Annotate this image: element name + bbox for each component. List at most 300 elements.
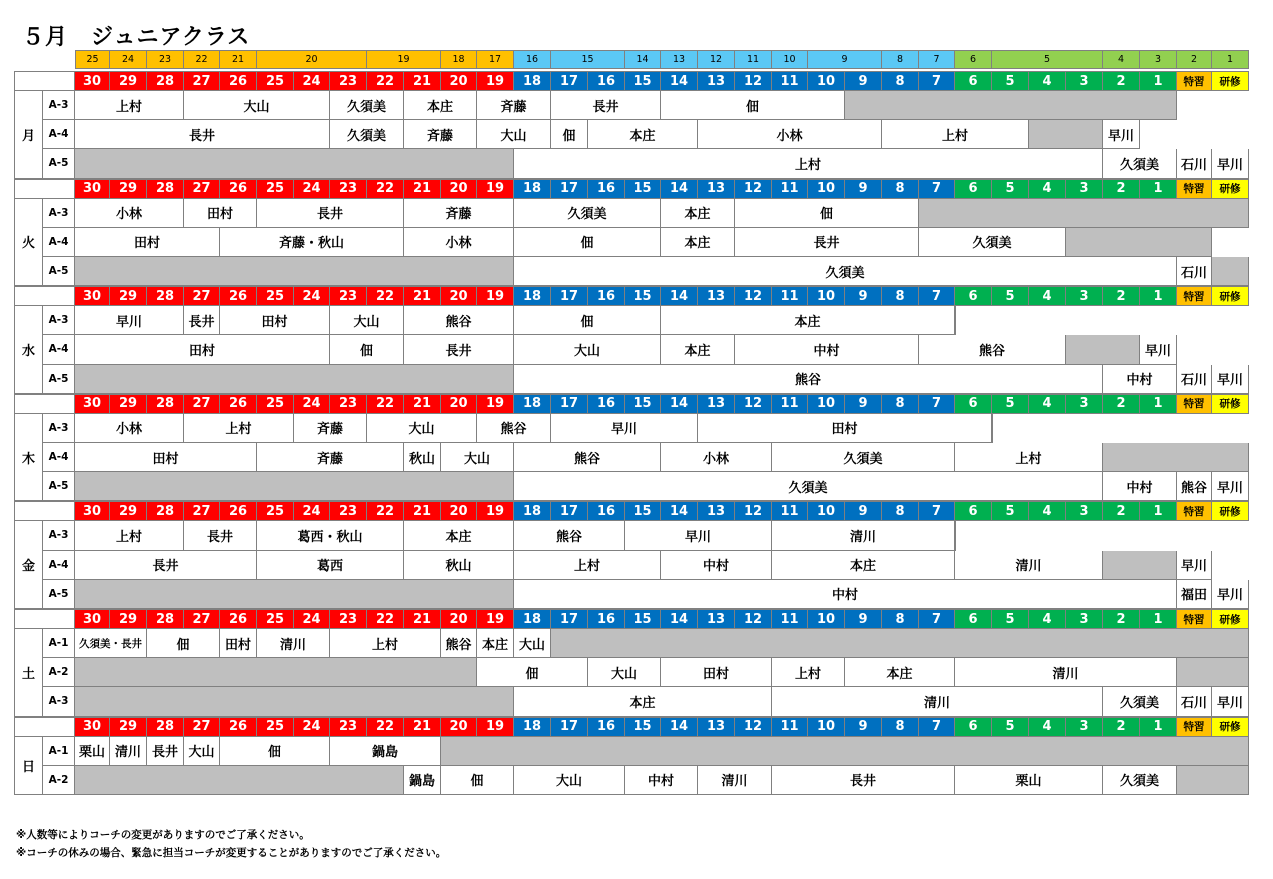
lane-number-cell: 23	[330, 394, 367, 414]
coach-slot: 福田	[1177, 580, 1212, 609]
coach-slot: 小林	[698, 120, 882, 149]
note-line: ※コーチの休みの場合、緊急に担当コーチが変更することがありますのでご了承ください。	[16, 847, 447, 859]
unavailable-slot	[845, 91, 1177, 120]
lane-number-cell: 25	[257, 501, 294, 521]
coach-slot: 大山	[514, 766, 625, 795]
lane-number-cell: 12	[735, 394, 772, 414]
lane-number-cell: 23	[330, 501, 367, 521]
coach-slot: 早川	[1140, 335, 1177, 364]
lane-number-cell: 20	[441, 71, 477, 91]
lane-label: A-4	[43, 551, 75, 580]
header-spacer	[14, 71, 75, 91]
coach-slot: 熊谷	[919, 335, 1066, 364]
unavailable-slot	[1103, 551, 1177, 580]
lane-number-cell: 2	[1103, 717, 1140, 737]
coach-slot: 早川	[1212, 472, 1249, 501]
unavailable-slot	[75, 687, 514, 716]
coach-slot: 大山	[588, 658, 661, 687]
lane-number-cell: 2	[1103, 71, 1140, 91]
lane-number-cell: 25	[257, 286, 294, 306]
lane-number-cell: 16	[588, 717, 625, 737]
lane-number-cell: 21	[404, 71, 441, 91]
week-header-cell: 14	[625, 50, 661, 69]
coach-slot: 早川	[1103, 120, 1140, 149]
coach-slot: 佃	[514, 228, 661, 257]
lane-number-cell: 14	[661, 179, 698, 199]
coach-slot: 秋山	[404, 443, 441, 472]
coach-slot: 上村	[772, 658, 845, 687]
lane-number-cell: 24	[294, 717, 330, 737]
lane-number-cell: 21	[404, 394, 441, 414]
coach-slot: 鍋島	[330, 737, 441, 766]
lane-number-cell: 27	[184, 501, 220, 521]
lane-number-cell: 19	[477, 501, 514, 521]
lane-number-cell: 17	[551, 501, 588, 521]
week-header-cell: 20	[257, 50, 367, 69]
coach-slot: 本庄	[514, 687, 772, 716]
coach-slot: 斉藤	[404, 120, 477, 149]
coach-slot: 中村	[625, 766, 698, 795]
week-header-cell: 10	[772, 50, 808, 69]
lane-number-cell: 13	[698, 71, 735, 91]
lane-number-cell: 28	[147, 717, 184, 737]
lane-number-cell: 15	[625, 609, 661, 629]
lane-number-cell: 4	[1029, 394, 1066, 414]
lane-number-cell: 26	[220, 501, 257, 521]
lane-number-cell: 4	[1029, 286, 1066, 306]
lane-number-cell: 16	[588, 394, 625, 414]
lane-number-cell: 15	[625, 717, 661, 737]
coach-slot: 田村	[220, 629, 257, 658]
unavailable-slot	[1066, 228, 1212, 257]
lane-number-cell: 7	[919, 71, 955, 91]
lane-number-cell: 8	[882, 71, 919, 91]
coach-slot: 石川	[1177, 149, 1212, 178]
week-header-cell: 5	[992, 50, 1103, 69]
coach-slot: 長井	[75, 551, 257, 580]
training-header: 研修	[1212, 179, 1249, 199]
lane-number-cell: 8	[882, 179, 919, 199]
lane-number-cell: 19	[477, 71, 514, 91]
coach-slot: 上村	[514, 149, 1103, 178]
coach-slot: 本庄	[404, 521, 514, 550]
header-spacer	[14, 179, 75, 199]
lane-number-cell: 22	[367, 286, 404, 306]
lane-number-cell: 23	[330, 71, 367, 91]
coach-slot: 長井	[404, 335, 514, 364]
lane-number-cell: 27	[184, 179, 220, 199]
coach-slot: 清川	[772, 521, 955, 550]
lane-number-cell: 17	[551, 609, 588, 629]
coach-slot: 長井	[772, 766, 955, 795]
coach-slot: 上村	[330, 629, 441, 658]
coach-slot: 上村	[75, 521, 184, 550]
header-spacer	[14, 717, 75, 737]
coach-slot: 本庄	[588, 120, 698, 149]
day-label: 水	[14, 306, 43, 394]
lane-number-cell: 14	[661, 71, 698, 91]
coach-slot: 熊谷	[477, 414, 551, 443]
lane-label: A-5	[43, 149, 75, 178]
training-header: 研修	[1212, 71, 1249, 91]
lane-number-cell: 25	[257, 717, 294, 737]
lane-label: A-4	[43, 228, 75, 257]
lane-number-cell: 28	[147, 71, 184, 91]
coach-slot: 熊谷	[404, 306, 514, 335]
week-header-cell: 4	[1103, 50, 1140, 69]
lane-number-cell: 15	[625, 286, 661, 306]
coach-slot: 佃	[514, 306, 661, 335]
coach-slot: 石川	[1177, 365, 1212, 394]
coach-slot: 長井	[147, 737, 184, 766]
unavailable-slot	[1177, 766, 1249, 795]
coach-slot: 大山	[441, 443, 514, 472]
lane-number-cell: 6	[955, 717, 992, 737]
lane-number-cell: 8	[882, 717, 919, 737]
week-header-cell: 2	[1177, 50, 1212, 69]
lane-number-cell: 30	[75, 609, 110, 629]
lane-label: A-5	[43, 472, 75, 501]
lane-number-cell: 1	[1140, 179, 1177, 199]
coach-slot: 久須美	[1103, 766, 1177, 795]
coach-slot: 田村	[661, 658, 772, 687]
lane-number-cell: 12	[735, 609, 772, 629]
week-header-cell: 16	[514, 50, 551, 69]
coach-slot: 石川	[1177, 257, 1212, 286]
unavailable-slot	[1212, 257, 1249, 286]
lane-number-cell: 3	[1066, 609, 1103, 629]
lane-label: A-3	[43, 414, 75, 443]
week-header-cell: 22	[184, 50, 220, 69]
week-header-cell: 23	[147, 50, 184, 69]
coach-slot: 佃	[441, 766, 514, 795]
lane-number-cell: 12	[735, 501, 772, 521]
lane-number-cell: 18	[514, 179, 551, 199]
lane-number-cell: 9	[845, 71, 882, 91]
week-header-cell: 8	[882, 50, 919, 69]
unavailable-slot	[75, 766, 404, 795]
lane-number-cell: 15	[625, 501, 661, 521]
lane-number-cell: 11	[772, 394, 808, 414]
lane-label: A-4	[43, 335, 75, 364]
coach-slot: 栗山	[955, 766, 1103, 795]
lane-number-cell: 9	[845, 394, 882, 414]
coach-slot: 大山	[184, 91, 330, 120]
coach-slot: 大山	[514, 629, 551, 658]
lane-number-cell: 21	[404, 501, 441, 521]
coach-slot: 早川	[551, 414, 698, 443]
lane-number-cell: 10	[808, 286, 845, 306]
lane-number-cell: 30	[75, 394, 110, 414]
lane-number-cell: 16	[588, 501, 625, 521]
lane-number-cell: 5	[992, 394, 1029, 414]
coach-slot: 田村	[75, 335, 330, 364]
lane-label: A-3	[43, 91, 75, 120]
lane-number-cell: 30	[75, 71, 110, 91]
coach-slot: 斉藤	[294, 414, 367, 443]
lane-number-cell: 29	[110, 717, 147, 737]
lane-number-cell: 18	[514, 394, 551, 414]
lane-number-cell: 16	[588, 609, 625, 629]
lane-number-cell: 24	[294, 286, 330, 306]
week-header-cell: 21	[220, 50, 257, 69]
lane-label: A-2	[43, 766, 75, 795]
lane-number-cell: 4	[1029, 717, 1066, 737]
coach-slot: 熊谷	[514, 443, 661, 472]
lane-number-cell: 18	[514, 717, 551, 737]
lane-number-cell: 4	[1029, 71, 1066, 91]
coach-slot: 早川	[1212, 365, 1249, 394]
coach-slot: 栗山	[75, 737, 110, 766]
lane-number-cell: 6	[955, 394, 992, 414]
lane-number-cell: 29	[110, 71, 147, 91]
lane-number-cell: 13	[698, 286, 735, 306]
lane-number-cell: 16	[588, 179, 625, 199]
lane-number-cell: 25	[257, 609, 294, 629]
lane-number-cell: 29	[110, 179, 147, 199]
lane-number-cell: 22	[367, 394, 404, 414]
lane-number-cell: 21	[404, 717, 441, 737]
lane-number-cell: 3	[1066, 71, 1103, 91]
lane-number-cell: 12	[735, 179, 772, 199]
lane-number-cell: 6	[955, 501, 992, 521]
lane-number-cell: 14	[661, 501, 698, 521]
coach-slot: 中村	[514, 580, 1177, 609]
lane-number-cell: 26	[220, 717, 257, 737]
lane-number-cell: 17	[551, 286, 588, 306]
lane-number-cell: 13	[698, 501, 735, 521]
coach-slot: 小林	[404, 228, 514, 257]
coach-slot: 長井	[735, 228, 919, 257]
lane-number-cell: 27	[184, 609, 220, 629]
coach-slot: 大山	[367, 414, 477, 443]
special-practice-header: 特習	[1177, 286, 1212, 306]
week-header-cell: 18	[441, 50, 477, 69]
lane-number-cell: 9	[845, 717, 882, 737]
coach-slot: 早川	[1212, 580, 1249, 609]
lane-number-cell: 12	[735, 71, 772, 91]
lane-number-cell: 5	[992, 717, 1029, 737]
coach-slot: 長井	[75, 120, 330, 149]
training-header: 研修	[1212, 717, 1249, 737]
coach-slot: 鍋島	[404, 766, 441, 795]
lane-number-cell: 3	[1066, 179, 1103, 199]
coach-slot: 熊谷	[514, 365, 1103, 394]
lane-number-cell: 9	[845, 609, 882, 629]
day-label: 火	[14, 199, 43, 287]
lane-number-cell: 8	[882, 501, 919, 521]
coach-slot: 田村	[75, 443, 257, 472]
lane-number-cell: 30	[75, 286, 110, 306]
coach-slot: 石川	[1177, 687, 1212, 716]
coach-slot: 田村	[75, 228, 220, 257]
lane-number-cell: 1	[1140, 71, 1177, 91]
lane-number-cell: 8	[882, 609, 919, 629]
lane-label: A-5	[43, 365, 75, 394]
lane-number-cell: 2	[1103, 179, 1140, 199]
lane-number-cell: 11	[772, 501, 808, 521]
lane-number-cell: 7	[919, 394, 955, 414]
lane-number-cell: 29	[110, 501, 147, 521]
unavailable-slot	[75, 257, 514, 286]
lane-number-cell: 14	[661, 394, 698, 414]
lane-number-cell: 24	[294, 71, 330, 91]
coach-slot: 中村	[735, 335, 919, 364]
unavailable-slot	[75, 658, 477, 687]
lane-number-cell: 11	[772, 609, 808, 629]
lane-number-cell: 27	[184, 71, 220, 91]
lane-number-cell: 28	[147, 179, 184, 199]
lane-number-cell: 3	[1066, 501, 1103, 521]
coach-slot: 清川	[955, 658, 1177, 687]
lane-number-cell: 4	[1029, 501, 1066, 521]
lane-number-cell: 28	[147, 609, 184, 629]
lane-number-cell: 3	[1066, 717, 1103, 737]
coach-slot: 大山	[330, 306, 404, 335]
lane-number-cell: 26	[220, 286, 257, 306]
lane-number-cell: 30	[75, 179, 110, 199]
week-header-cell: 25	[75, 50, 110, 69]
coach-slot: 上村	[184, 414, 294, 443]
lane-number-cell: 21	[404, 286, 441, 306]
lane-number-cell: 11	[772, 71, 808, 91]
unavailable-slot	[992, 414, 993, 443]
lane-number-cell: 22	[367, 71, 404, 91]
coach-slot: 小林	[75, 414, 184, 443]
page-title: ５月 ジュニアクラス	[22, 25, 251, 50]
coach-slot: 本庄	[404, 91, 477, 120]
lane-number-cell: 24	[294, 394, 330, 414]
lane-number-cell: 15	[625, 394, 661, 414]
unavailable-slot	[441, 737, 1249, 766]
lane-number-cell: 2	[1103, 394, 1140, 414]
week-header-cell: 13	[661, 50, 698, 69]
coach-slot: 小林	[661, 443, 772, 472]
coach-slot: 佃	[477, 658, 588, 687]
lane-number-cell: 22	[367, 717, 404, 737]
lane-number-cell: 24	[294, 609, 330, 629]
lane-number-cell: 9	[845, 179, 882, 199]
coach-slot: 清川	[955, 551, 1103, 580]
lane-label: A-1	[43, 737, 75, 766]
lane-number-cell: 14	[661, 286, 698, 306]
coach-slot: 久須美	[514, 199, 661, 228]
day-label: 日	[14, 737, 43, 795]
week-header-cell: 1	[1212, 50, 1249, 69]
lane-number-cell: 1	[1140, 286, 1177, 306]
lane-number-cell: 26	[220, 71, 257, 91]
coach-slot: 早川	[75, 306, 184, 335]
coach-slot: 本庄	[477, 629, 514, 658]
coach-slot: 久須美	[514, 472, 1103, 501]
lane-number-cell: 2	[1103, 501, 1140, 521]
lane-number-cell: 5	[992, 286, 1029, 306]
unavailable-slot	[551, 629, 1249, 658]
lane-number-cell: 11	[772, 286, 808, 306]
coach-slot: 早川	[1212, 149, 1249, 178]
lane-number-cell: 13	[698, 179, 735, 199]
coach-slot: 田村	[698, 414, 992, 443]
coach-slot: 清川	[772, 687, 1103, 716]
coach-slot: 葛西	[257, 551, 404, 580]
coach-slot: 早川	[1177, 551, 1212, 580]
lane-number-cell: 10	[808, 71, 845, 91]
lane-number-cell: 29	[110, 609, 147, 629]
lane-number-cell: 27	[184, 286, 220, 306]
coach-slot: 本庄	[661, 228, 735, 257]
coach-slot: 斉藤	[477, 91, 551, 120]
lane-number-cell: 26	[220, 609, 257, 629]
unavailable-slot	[1029, 120, 1103, 149]
lane-label: A-3	[43, 306, 75, 335]
lane-number-cell: 5	[992, 609, 1029, 629]
special-practice-header: 特習	[1177, 717, 1212, 737]
lane-number-cell: 19	[477, 286, 514, 306]
lane-number-cell: 2	[1103, 609, 1140, 629]
coach-slot: 田村	[220, 306, 330, 335]
lane-number-cell: 6	[955, 609, 992, 629]
lane-label: A-4	[43, 443, 75, 472]
lane-number-cell: 3	[1066, 286, 1103, 306]
week-header-cell: 9	[808, 50, 882, 69]
lane-number-cell: 29	[110, 394, 147, 414]
training-header: 研修	[1212, 501, 1249, 521]
lane-number-cell: 13	[698, 394, 735, 414]
special-practice-header: 特習	[1177, 394, 1212, 414]
lane-number-cell: 7	[919, 717, 955, 737]
coach-slot: 小林	[75, 199, 184, 228]
lane-number-cell: 23	[330, 717, 367, 737]
lane-number-cell: 4	[1029, 609, 1066, 629]
lane-number-cell: 10	[808, 609, 845, 629]
lane-number-cell: 5	[992, 501, 1029, 521]
lane-number-cell: 7	[919, 286, 955, 306]
week-header-cell: 7	[919, 50, 955, 69]
lane-number-cell: 22	[367, 179, 404, 199]
lane-number-cell: 9	[845, 501, 882, 521]
lane-number-cell: 13	[698, 717, 735, 737]
training-header: 研修	[1212, 609, 1249, 629]
special-practice-header: 特習	[1177, 501, 1212, 521]
lane-number-cell: 3	[1066, 394, 1103, 414]
unavailable-slot	[919, 199, 1249, 228]
coach-slot: 中村	[1103, 365, 1177, 394]
lane-number-cell: 28	[147, 394, 184, 414]
coach-slot: 早川	[1212, 687, 1249, 716]
coach-slot: 清川	[257, 629, 330, 658]
lane-number-cell: 24	[294, 179, 330, 199]
lane-number-cell: 20	[441, 717, 477, 737]
lane-number-cell: 6	[955, 71, 992, 91]
unavailable-slot	[75, 472, 514, 501]
coach-slot: 熊谷	[1177, 472, 1212, 501]
lane-label: A-4	[43, 120, 75, 149]
lane-number-cell: 14	[661, 717, 698, 737]
lane-number-cell: 20	[441, 501, 477, 521]
coach-slot: 清川	[698, 766, 772, 795]
day-label: 月	[14, 91, 43, 179]
week-header-cell: 15	[551, 50, 625, 69]
coach-slot: 久須美・長井	[75, 629, 147, 658]
lane-number-cell: 17	[551, 717, 588, 737]
coach-slot: 葛西・秋山	[257, 521, 404, 550]
lane-number-cell: 9	[845, 286, 882, 306]
lane-number-cell: 20	[441, 609, 477, 629]
coach-slot: 久須美	[1103, 149, 1177, 178]
week-header-cell: 17	[477, 50, 514, 69]
lane-number-cell: 23	[330, 286, 367, 306]
coach-slot: 佃	[735, 199, 919, 228]
